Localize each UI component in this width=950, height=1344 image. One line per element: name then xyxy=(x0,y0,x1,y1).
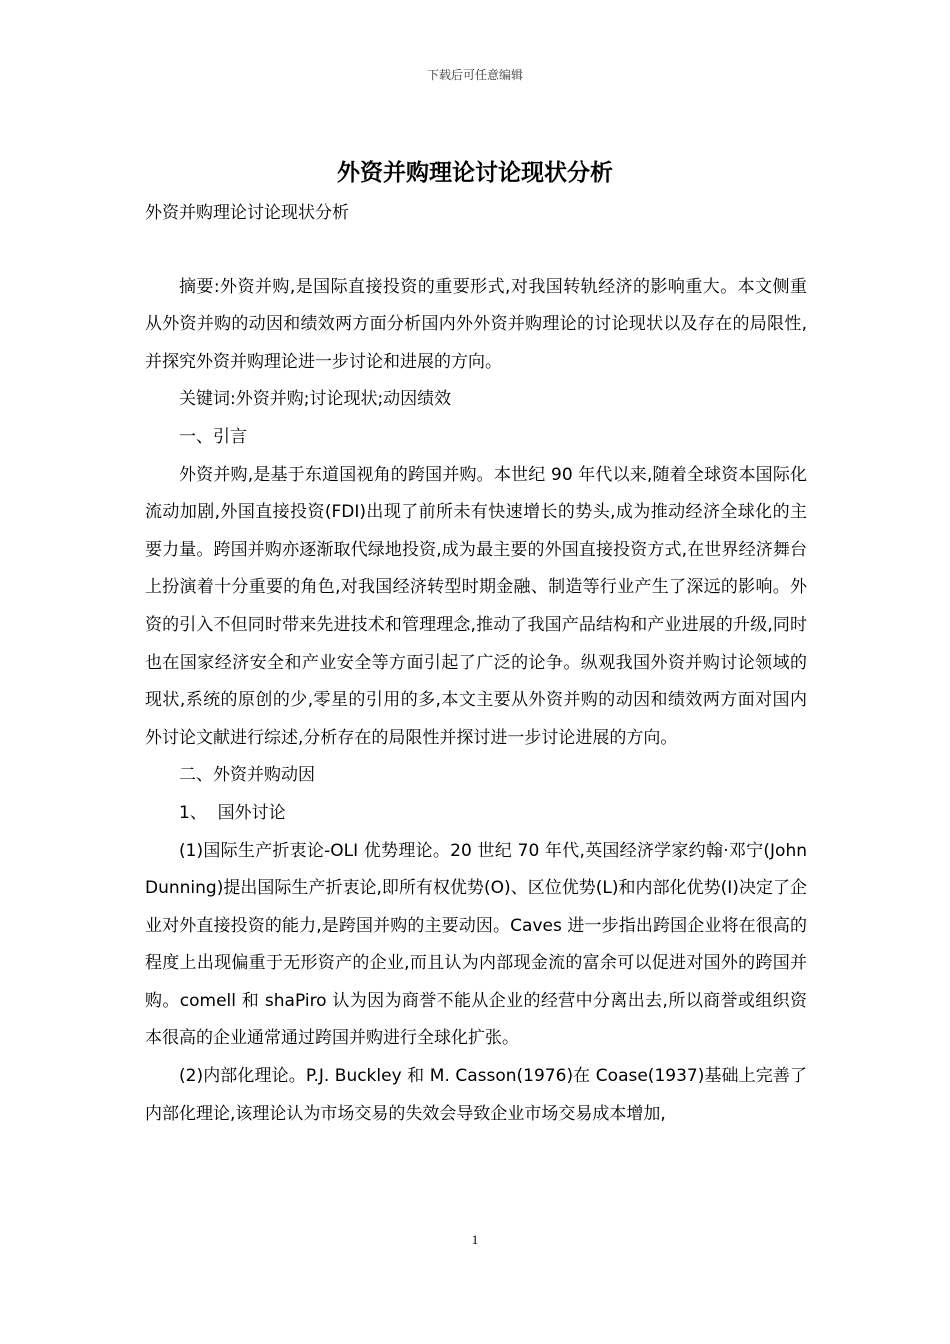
abstract-paragraph: 摘要:外资并购,是国际直接投资的重要形式,对我国转轨经济的影响重大。本文侧重从外资并购的动因和绩效两方面分析国内外外资并购理论的讨论现状以及存在的局限性,并探究外资并购理论进一步讨论和进展的方向。 xyxy=(145,276,807,372)
subsection-heading-foreign-research: 1、 国外讨论 xyxy=(179,802,286,823)
internalization-theory-paragraph: (2)内部化理论。P.J. Buckley 和 M. Casson(1976)在 Coase(1937)基础上完善了内部化理论,该理论认为市场交易的失效会导致企业市场交易成本增加, xyxy=(145,1066,807,1124)
document-body xyxy=(145,195,807,1133)
document-subtitle: 外资并购理论讨论现状分析 xyxy=(145,203,349,223)
keywords-line: 关键词:外资并购;讨论现状;动因绩效 xyxy=(179,389,452,410)
spacer xyxy=(145,233,807,269)
document-title: 外资并购理论讨论现状分析 xyxy=(337,160,613,186)
page-number: 1 xyxy=(471,1232,479,1247)
oli-theory-paragraph: (1)国际生产折衷论-OLI 优势理论。20 世纪 70 年代,英国经济学家约翰·邓宁(John Dunning)提出国际生产折衷论,即所有权优势(O)、区位优势(L)和内部化优势(I)决定了企业对外直接投资的能力,是跨国并购的主要动因。Caves 进一步指出跨国企业将在很高的程度上出现偏重于无形资产的企业,而且认为内部现金流的富余可以促进对国外的跨国并购。comell 和 shaPiro 认为因为商誉不能从企业的经营中分离出去,所以商誉或组织资本很高的企业通常通过跨国并购进行全球化扩张。 xyxy=(145,840,807,1049)
introduction-paragraph: 外资并购,是基于东道国视角的跨国并购。本世纪 90 年代以来,随着全球资本国际化流动加剧,外国直接投资(FDI)出现了前所未有快速增长的势头,成为推动经济全球化的主要力量。跨国并购亦逐渐取代绿地投资,成为最主要的外国直接投资方式,在世界经济舞台上扮演着十分重要的角色,对我国经济转型时期金融、制造等行业产生了深远的影响。外资的引入不但同时带来先进技术和管理理念,推动了我国产品结构和产业进展的升级,同时也在国家经济安全和产业安全等方面引起了广泛的论争。纵观我国外资并购讨论领域的现状,系统的原创的少,零星的引用的多,本文主要从外资并购的动因和绩效两方面对国内外讨论文献进行综述,分析存在的局限性并探讨进一步讨论进展的方向。 xyxy=(145,464,807,748)
section-heading-motives: 二、外资并购动因 xyxy=(179,765,315,786)
section-heading-introduction: 一、引言 xyxy=(179,426,247,447)
page-header-note: 下载后可任意编辑 xyxy=(426,68,523,82)
